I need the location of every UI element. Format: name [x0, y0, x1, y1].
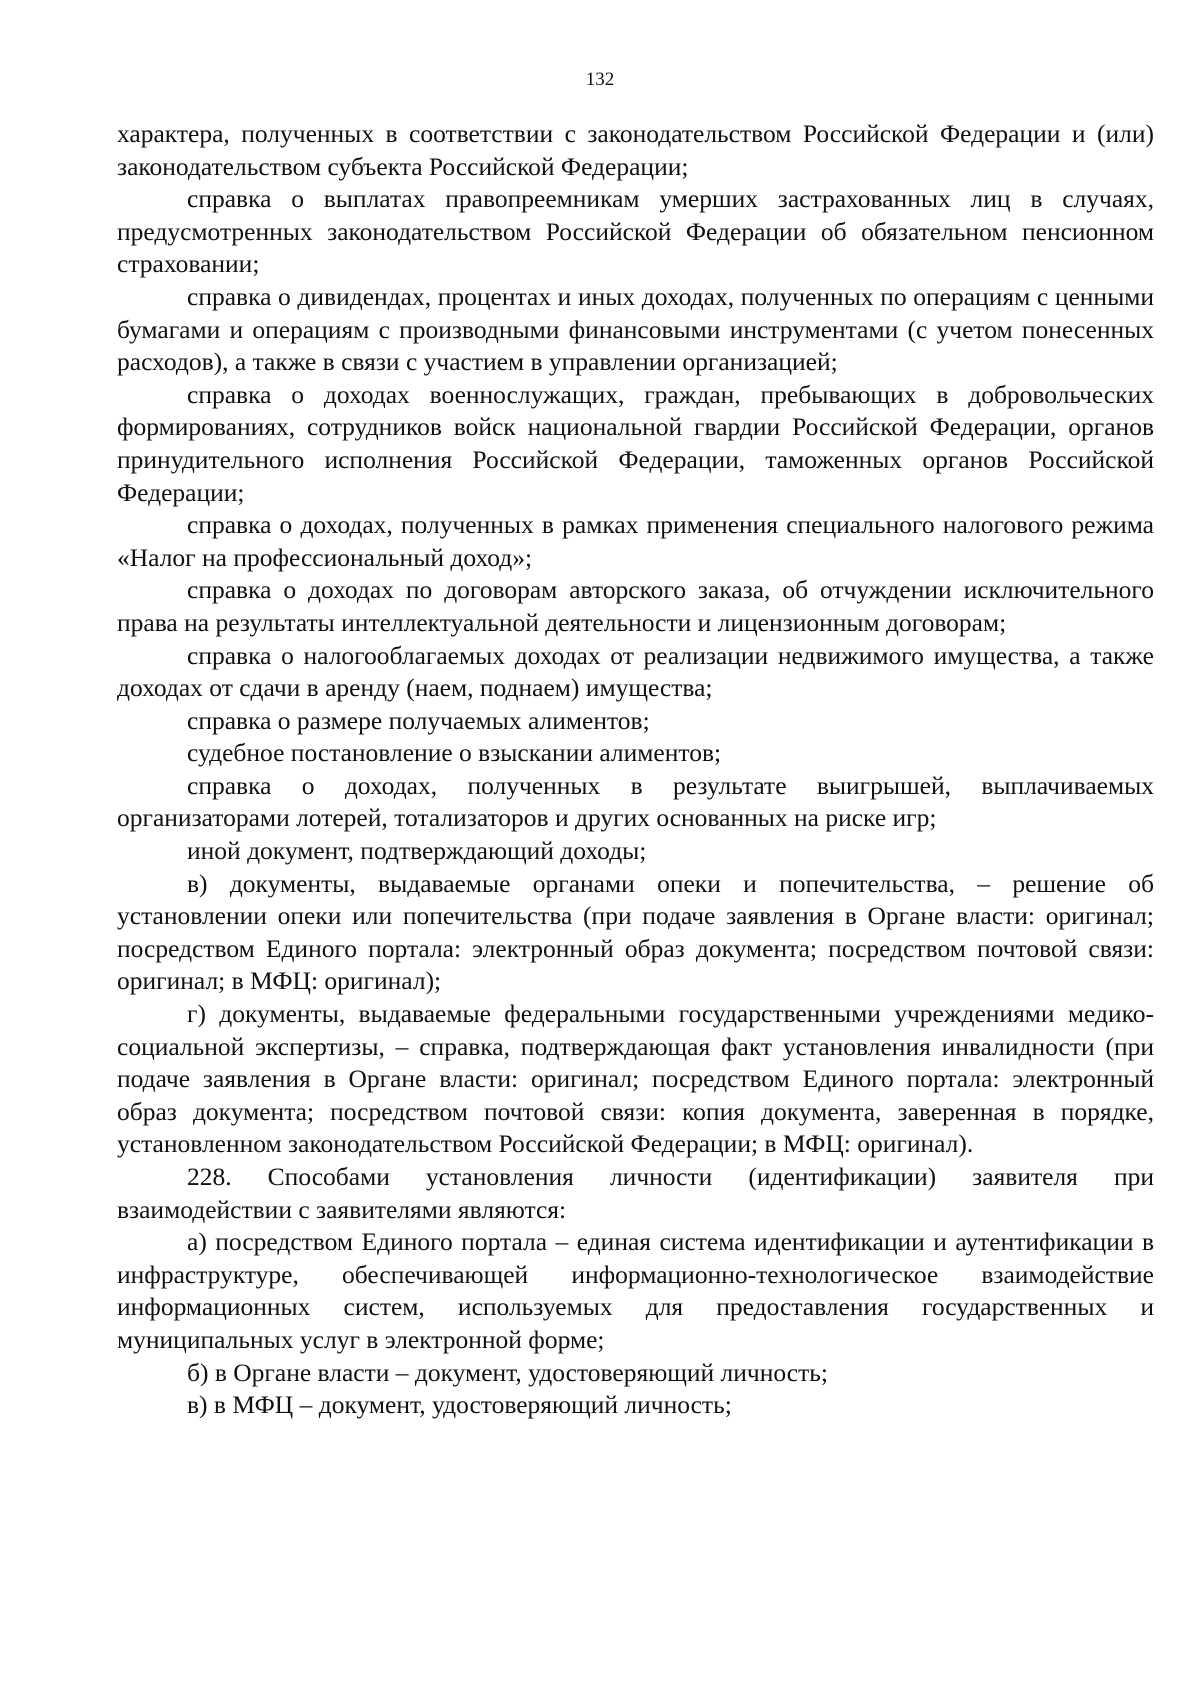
page-number: 132 — [585, 69, 615, 90]
paragraph-continuation: характера, полученных в соответствии с законодательством Российской Федерации и (или) законодательством субъекта Российской Федерации; — [117, 119, 1154, 181]
paragraph-228-identification: 228. Способами установления личности (идентификации) заявителя при взаимодействии с заявителями являются: — [117, 1162, 1154, 1224]
paragraph-alimony-amount: справка о размере получаемых алиментов; — [187, 705, 650, 735]
paragraph-alimony-court-order: судебное постановление о взыскании алиментов; — [187, 738, 722, 768]
paragraph-author-contracts: справка о доходах по договорам авторского заказа, об отчуждении исключительного права на результаты интеллектуальной деятельности и лицензионным договорам; — [117, 575, 1154, 637]
paragraph-real-estate-income: справка о налогооблагаемых доходах от реализации недвижимого имущества, а также доходах от сдачи в аренду (наем, поднаем) имущества; — [117, 640, 1154, 703]
paragraph-228-b-authority: б) в Органе власти – документ, удостоверяющий личность; — [187, 1357, 828, 1387]
paragraph-disability-documents: г) документы, выдаваемые федеральными государственными учреждениями медико-социальной экспертизы, – справка, подтверждающая факт установления инвалидности (при подаче заявления в Органе власти: оригинал; посредством Единого портала: электронный образ документа; посредством почтовой связи: копия документа, заверенная в порядке, установленном законодательством Российской Федерации; в МФЦ: оригинал). — [117, 999, 1154, 1159]
paragraph-pension-payments: справка о выплатах правопреемникам умерших застрахованных лиц в случаях, предусмотренных законодательством Российской Федерации об обязательном пенсионном страховании; — [117, 184, 1154, 279]
document-body — [117, 118, 1154, 1422]
paragraph-228-a-portal: а) посредством Единого портала – единая система идентификации и аутентификации в инфраструктуре, обеспечивающей информационно-технологическое взаимодействие информационных систем, используемых для предоставления государственных и муниципальных услуг в электронной форме; — [117, 1227, 1154, 1354]
paragraph-military-income: справка о доходах военнослужащих, граждан, пребывающих в добровольческих формированиях, сотрудников войск национальной гвардии Российской Федерации, органов принудительного исполнения Российской Федерации, таможенных органов Российской Федерации; — [117, 379, 1154, 507]
paragraph-lottery-winnings: справка о доходах, полученных в результате выигрышей, выплачиваемых организаторами лотерей, тотализаторов и других основанных на риске игр; — [117, 770, 1154, 833]
paragraph-professional-income-tax: справка о доходах, полученных в рамках применения специального налогового режима «Налог на профессиональный доход»; — [117, 510, 1154, 572]
paragraph-guardianship-documents: в) документы, выдаваемые органами опеки и попечительства, – решение об установлении опеки или попечительства (при подаче заявления в Органе власти: оригинал; посредством Единого портала: электронный образ документа; посредством почтовой связи: оригинал; в МФЦ: оригинал); — [117, 868, 1154, 996]
paragraph-228-c-mfc: в) в МФЦ – документ, удостоверяющий личность; — [187, 1390, 732, 1420]
paragraph-other-income-document: иной документ, подтверждающий доходы; — [187, 836, 647, 866]
paragraph-dividends: справка о дивидендах, процентах и иных доходах, полученных по операциям с ценными бумагами и операциям с производными финансовыми инструментами (с учетом понесенных расходов), а также в связи с участием в управлении организацией; — [117, 281, 1154, 377]
